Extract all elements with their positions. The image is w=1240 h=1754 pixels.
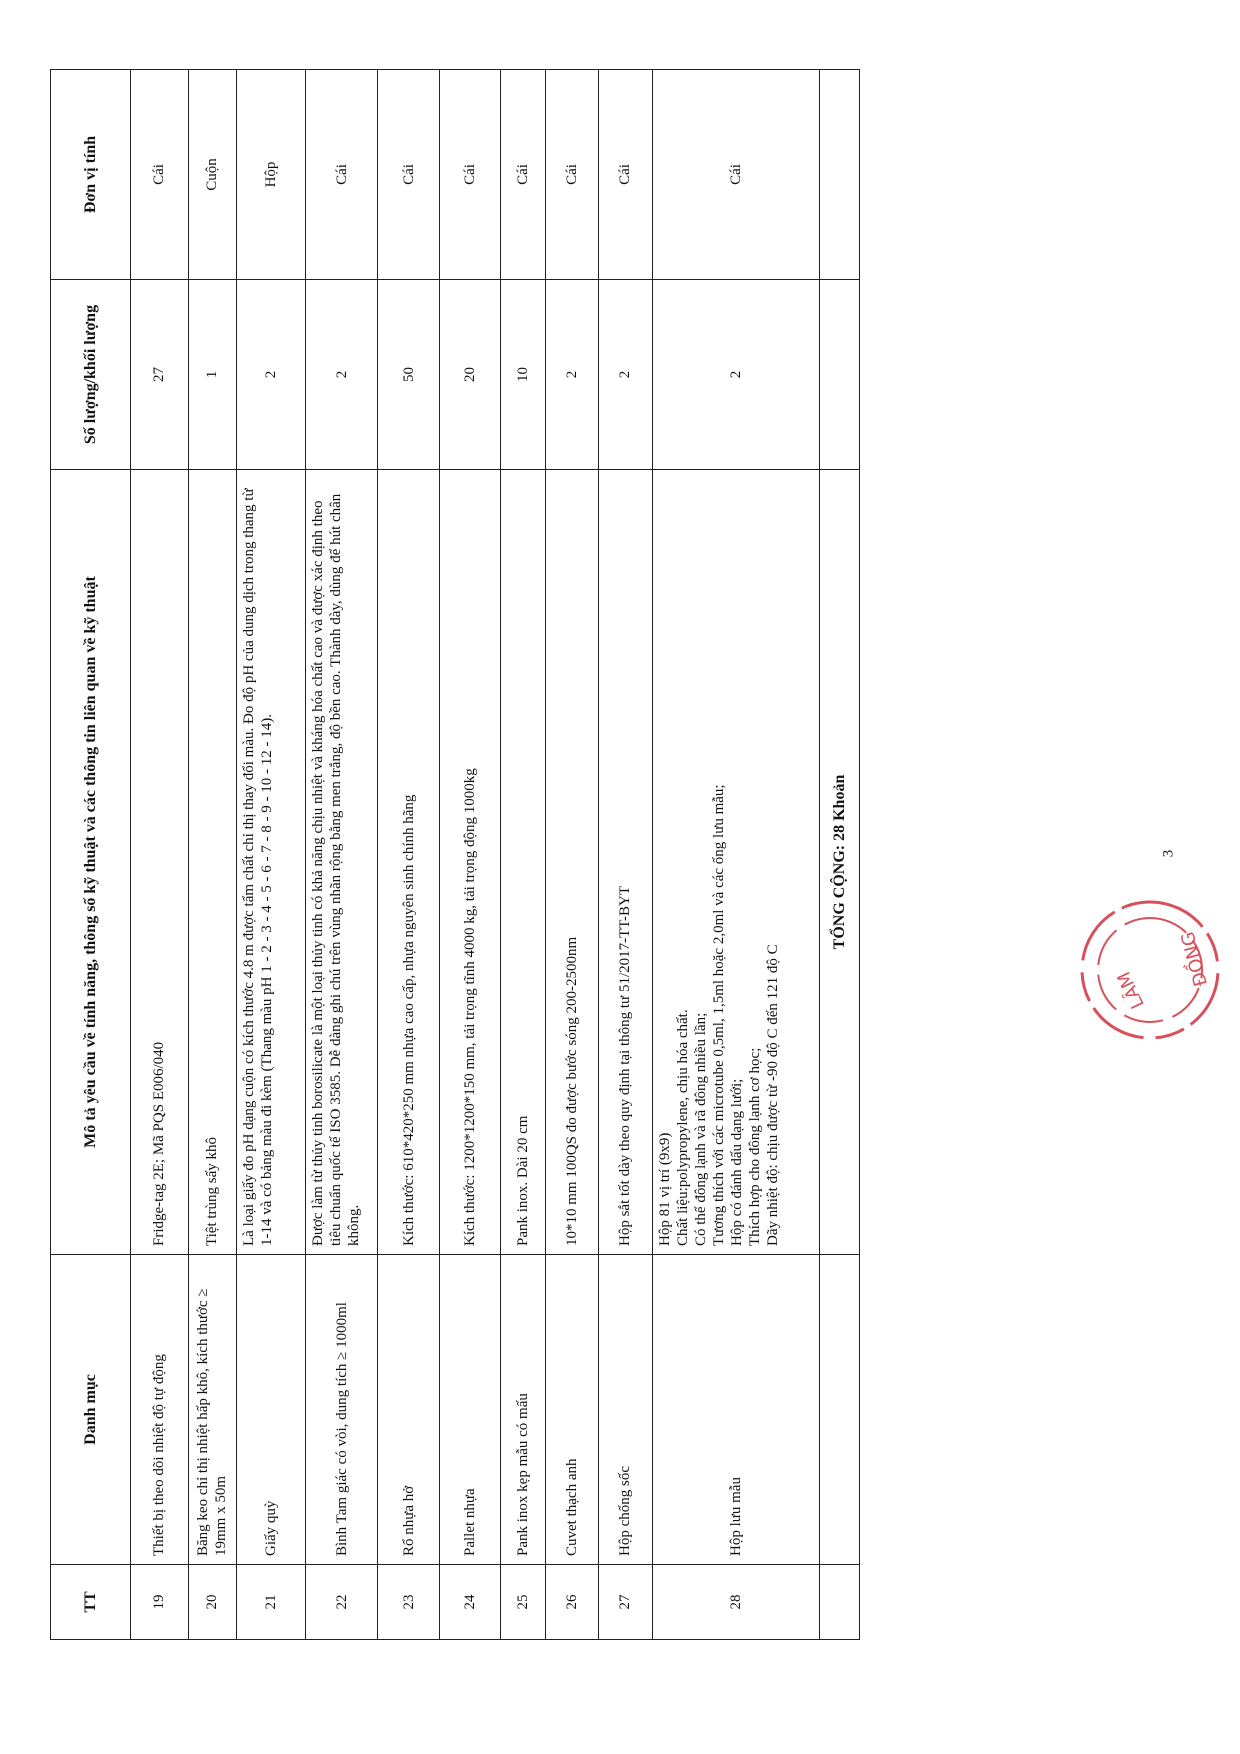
row-name: Cuvet thạch anh (545, 1255, 599, 1565)
table-row (131, 70, 189, 1640)
svg-text:LÂM: LÂM (1113, 968, 1149, 1012)
row-unit: Cái (439, 70, 500, 280)
table-row (305, 70, 377, 1640)
row-desc: Hộp sắt tốt dày theo quy định tại thông tư 51/2017-TT-BYT (599, 470, 653, 1255)
row-qty: 2 (652, 280, 819, 470)
row-unit: Cái (652, 70, 819, 280)
row-name: Rổ nhựa hở (378, 1255, 439, 1565)
row-name: Giấy quỳ (236, 1255, 305, 1565)
table-row (439, 70, 500, 1640)
row-tt: 28 (652, 1565, 819, 1640)
row-desc: Kích thước: 1200*1200*150 mm, tải trọng tĩnh 4000 kg, tải trọng động 1000kg (439, 470, 500, 1255)
row-qty: 1 (188, 280, 236, 470)
row-qty: 2 (545, 280, 599, 470)
row-tt: 24 (439, 1565, 500, 1640)
table-row (652, 70, 819, 1640)
row-tt: 22 (305, 1565, 377, 1640)
row-unit: Cuộn (188, 70, 236, 280)
row-name: Hộp lưu mẫu (652, 1255, 819, 1565)
row-tt: 27 (599, 1565, 653, 1640)
table-row (599, 70, 653, 1640)
row-name: Băng keo chỉ thị nhiệt hấp khô, kích thước ≥ 19mm x 50m (188, 1255, 236, 1565)
rotated-page (50, 70, 860, 1640)
row-desc: Fridge-tag 2E; Mã PQS E006/040 (131, 470, 189, 1255)
total-row (819, 70, 859, 1640)
row-desc: Pank inox. Dài 20 cm (501, 470, 546, 1255)
row-desc: Là loại giấy đo pH dạng cuộn có kích thước 4.8 m được tẩm chất chỉ thị thay đổi màu. Đo độ pH của dung dịch trong thang từ 1-14 và có bảng màu đi kèm (Thang màu pH 1 - 2 - 3 - 4 - 5 - 6 - 7 - 8 - 9 - 10 - 12 - 14). (236, 470, 305, 1255)
stamp-seal-icon (1075, 895, 1225, 1045)
row-qty: 2 (599, 280, 653, 470)
header-desc: Mô tả yêu cầu về tính năng, thông số kỹ thuật và các thông tin liên quan về kỹ thuật (51, 470, 131, 1255)
row-qty: 2 (236, 280, 305, 470)
row-desc: Tiệt trùng sấy khô (188, 470, 236, 1255)
row-qty: 20 (439, 280, 500, 470)
row-name: Pallet nhựa (439, 1255, 500, 1565)
row-qty: 10 (501, 280, 546, 470)
row-tt: 23 (378, 1565, 439, 1640)
page-number: 3 (1160, 849, 1177, 858)
table-row (236, 70, 305, 1640)
row-unit: Cái (131, 70, 189, 280)
table-header-row (51, 70, 131, 1640)
row-unit: Hộp (236, 70, 305, 280)
row-desc: Hộp 81 vị trí (9x9) Chất liệu:polypropylene, chịu hóa chất. Có thể đông lạnh và rã đông nhiều lần; Tương thích với các microtube 0,5ml, 1,5ml hoặc 2,0ml và các ống lưu mẫu; Hộp có đánh dấu dạng lưới; Thích hợp cho đông lạnh cơ học; Dãy nhiệt độ: chịu được từ -90 độ C đến 121 độ C (652, 470, 819, 1255)
table-row (501, 70, 546, 1640)
header-unit: Đơn vị tính (51, 70, 131, 280)
header-tt: TT (51, 1565, 131, 1640)
header-qty: Số lượng/khối lượng (51, 280, 131, 470)
row-tt: 20 (188, 1565, 236, 1640)
row-qty: 27 (131, 280, 189, 470)
row-unit: Cái (501, 70, 546, 280)
table-row (545, 70, 599, 1640)
row-desc: 10*10 mm 100QS đo được bước sóng 200-2500nm (545, 470, 599, 1255)
row-unit: Cái (545, 70, 599, 280)
row-qty: 50 (378, 280, 439, 470)
row-name: Hộp chống sốc (599, 1255, 653, 1565)
table-row (378, 70, 439, 1640)
row-name: Bình Tam giác có vòi, dung tích ≥ 1000ml (305, 1255, 377, 1565)
table-row (188, 70, 236, 1640)
row-unit: Cái (305, 70, 377, 280)
row-unit: Cái (599, 70, 653, 280)
row-unit: Cái (378, 70, 439, 280)
row-desc: Kích thước: 610*420*250 mm nhựa cao cấp, nhựa nguyên sinh chính hãng (378, 470, 439, 1255)
row-qty: 2 (305, 280, 377, 470)
row-name: Pank inox kẹp mẫu có mấu (501, 1255, 546, 1565)
row-tt: 25 (501, 1565, 546, 1640)
header-name: Danh mục (51, 1255, 131, 1565)
svg-text:ĐỒNG: ĐỒNG (1177, 929, 1212, 989)
row-tt: 19 (131, 1565, 189, 1640)
row-tt: 26 (545, 1565, 599, 1640)
row-desc: Được làm từ thủy tinh borosilicate là một loại thủy tinh có khả năng chịu nhiệt và kháng hóa chất cao và được xác định theo tiêu chuẩn quốc tế ISO 3585. Dễ dàng ghi chú trên vùng nhãn rộng bằng men trắng, độ bền cao. Thành dày, dùng để hút chân không. (305, 470, 377, 1255)
total-label: TỔNG CỘNG: 28 Khoản (819, 470, 859, 1255)
equipment-table (50, 69, 860, 1640)
row-name: Thiết bị theo dõi nhiệt độ tự động (131, 1255, 189, 1565)
row-tt: 21 (236, 1565, 305, 1640)
